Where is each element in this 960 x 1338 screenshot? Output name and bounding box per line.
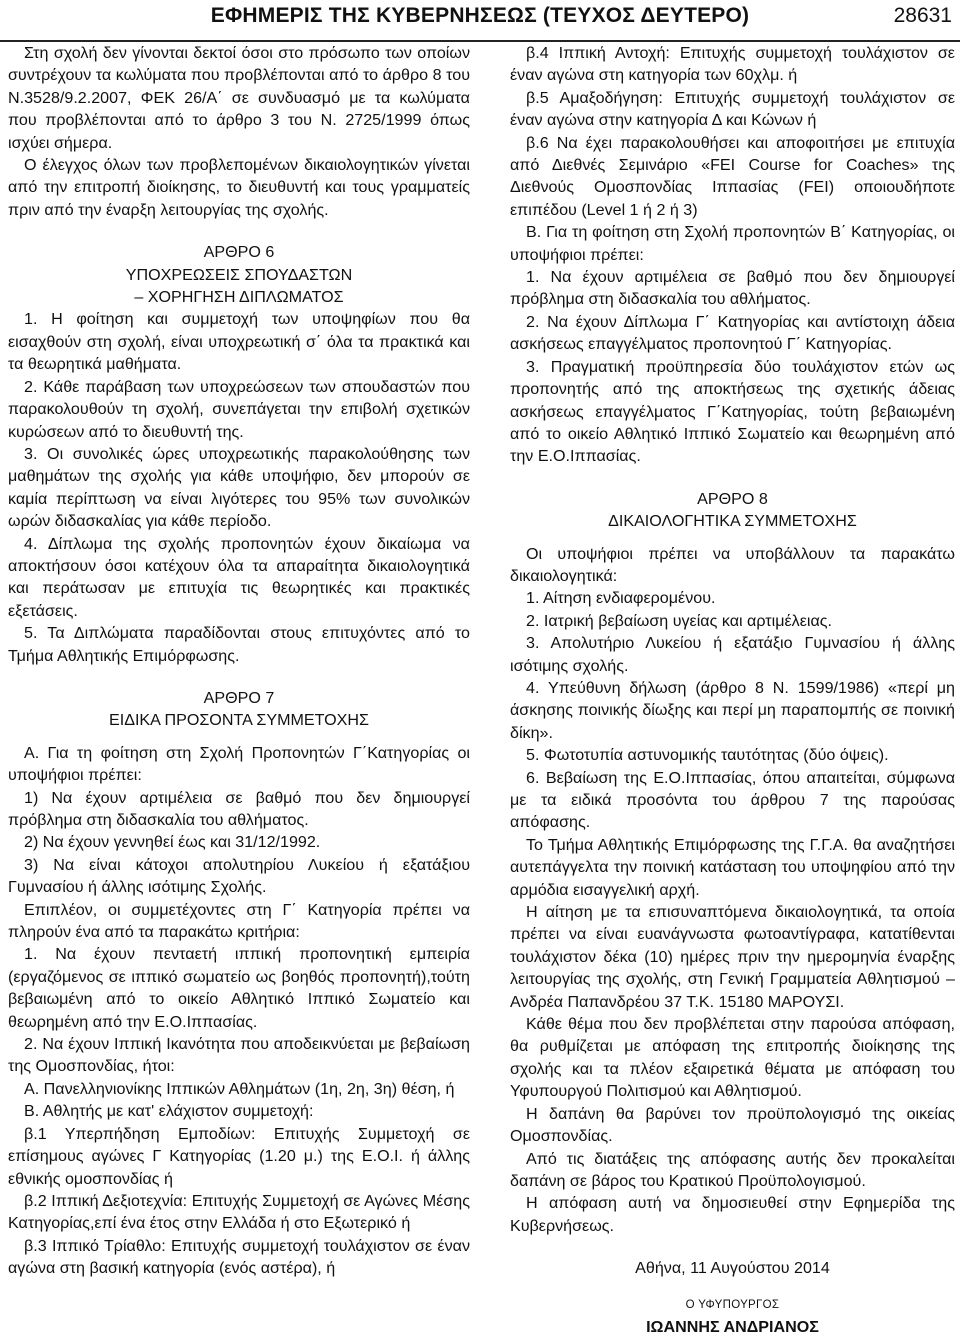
signing-date: Αθήνα, 11 Αυγούστου 2014: [635, 1259, 830, 1278]
page-number: 28631: [893, 4, 952, 27]
list-item: 1) Να έχουν αρτιμέλεια σε βαθμό που δεν δημιουργεί πρόβλημα στη διδασκαλία του αθλήματος.: [8, 788, 470, 829]
list-item: 3. Οι συνολικές ώρες υποχρεωτικής παρακολούθησης των μαθημάτων της σχολής για κάθε υποψήφιο, δεν μπορούν σε καμία περίπτωση να είναι λιγότερες του 95% των συνολικών ωρών διδασκαλίας για κάθε περίοδο.: [8, 444, 470, 531]
paragraph: Επιπλέον, οι συμμετέχοντες στη Γ΄ Κατηγορία πρέπει να πληρούν ένα από τα παρακάτω κριτήρια:: [8, 900, 470, 942]
list-item: β.3 Ιππικό Τρίαθλο: Επιτυχής συμμετοχή τουλάχιστον σε έναν αγώνα στη βασική κατηγορία (ενός αστέρα), ή: [8, 1236, 470, 1278]
list-item: 1. Να έχουν πενταετή ιππική προπονητική εμπειρία (εργαζόμενος σε ιππικό σωματείο ως βοηθός προπονητή),τούτη βεβαιωμένη από το οικείο Αθλητικό Ιππικό Σωματείο και θεωρημένη από την Ε.Ο.Ιππασίας.: [8, 945, 470, 1031]
list-item: 4. Δίπλωμα της σχολής προπονητών έχουν δικαίωμα να αποκτήσουν όσοι κατέχουν όλα τα απαραίτητα δικαιολογητικά και περάτωσαν με επιτυχία τις θεωρητικές και πρακτικές εξετάσεις.: [8, 534, 470, 620]
list-item: 1. Η φοίτηση και συμμετοχή των υποψηφίων που θα εισαχθούν στη σχολή, είναι υποχρεωτική σ΄ όλα τα πρακτικά και τα θεωρητικά μαθήματα.: [8, 310, 470, 374]
gazette-title: ΕΦΗΜΕΡΙΣ ΤΗΣ ΚΥΒΕΡΝΗΣΕΩΣ (ΤΕΥΧΟΣ ΔΕΥΤΕΡΟ): [210, 4, 750, 27]
article-7-title: ΕΙΔΙΚΑ ΠΡΟΣΟΝΤΑ ΣΥΜΜΕΤΟΧΗΣ: [109, 711, 369, 730]
list-item: 1. Να έχουν αρτιμέλεια σε βαθμό που δεν δημιουργεί πρόβλημα στη διδασκαλία του αθλήματος.: [510, 268, 955, 309]
list-item: Α. Πανελληνιονίκης Ιππικών Αθλημάτων (1η, 2η, 3η) θέση, ή: [24, 1079, 455, 1098]
article-6-title: ΥΠΟΧΡΕΩΣΕΙΣ ΣΠΟΥΔΑΣΤΩΝ: [125, 265, 353, 284]
list-item: 5. Τα Διπλώματα παραδίδονται στους επιτυχόντες από το Τμήμα Αθλητικής Επιμόρφωσης.: [8, 624, 470, 665]
signatory-name: ΙΩΑΝΝΗΣ ΑΝΔΡΙΑΝΟΣ: [646, 1317, 819, 1336]
page-header: [0, 0, 960, 42]
paragraph: Α. Για τη φοίτηση στη Σχολή Προπονητών Γ΄Κατηγορίας οι υποψήφιοι πρέπει:: [8, 743, 470, 785]
list-item: Β. Αθλητής με κατ' ελάχιστον συμμετοχή:: [24, 1102, 314, 1121]
list-item: 2. Κάθε παράβαση των υποχρεώσεων των σπουδαστών που παρακολουθούν τη σχολή, συνεπάγεται την επιβολή σχετικών κυρώσεων από το διευθυντή της.: [8, 377, 470, 441]
list-item: 2. Ιατρική βεβαίωση υγείας και αρτιμέλειας.: [526, 611, 832, 630]
list-item: 2. Να έχουν Δίπλωμα Γ΄ Κατηγορίας και αντίστοιχη άδεια ασκήσεως επαγγέλματος προπονητού Γ΄ Κατηγορίας.: [510, 312, 955, 354]
list-item: 2) Να έχουν γεννηθεί έως και 31/12/1992.: [24, 833, 321, 852]
list-item: 5. Φωτοτυπία αστυνομικής ταυτότητας (δύο όψεις).: [526, 746, 889, 765]
paragraph: Ο έλεγχος όλων των προβλεπομένων δικαιολογητικών γίνεται από την επιτροπή διοίκησης, το διευθυντή και τους γραμματείς πριν από την έναρξη λειτουργίας της σχολής.: [8, 156, 470, 219]
article-8-heading: ΑΡΘΡΟ 8: [697, 489, 768, 508]
list-item: 3) Να είναι κάτοχοι απολυτηρίου Λυκείου ή εξατάξιου Γυμνασίου ή άλλης ισότιμης Σχολής.: [8, 855, 470, 897]
list-item: β.1 Υπερπήδηση Εμποδίων: Επιτυχής Συμμετοχή σε επίσημους αγώνες Γ Κατηγορίας (1.20 μ.) της Ε.Ο.Ι. ή άλλης εθνικής ομοσπονδίας ή: [8, 1124, 470, 1188]
list-item: 3. Πραγματική προϋπηρεσία δύο τουλάχιστον ετών ως προπονητής από της αποκτήσεως της σχετικής άδειας ασκήσεως επαγγέλματος Γ΄Κατηγορίας, τούτη βεβαιωμένη από το οικείο Αθλητικό Ιππικό Σωματείο και θεωρημένη από την Ε.Ο.Ιππασίας.: [510, 357, 955, 466]
article-6-heading: ΑΡΘΡΟ 6: [203, 243, 275, 262]
paragraph: Κάθε θέμα που δεν προβλέπεται στην παρούσα απόφαση, θα ρυθμίζεται με απόφαση της επιτροπής διοίκησης της σχολής και τα πλέον εξαιρετικά θέματα με απόφαση του Υφυπουργού Πολιτισμού και Αθλητισμού.: [510, 1015, 955, 1101]
signatory-role: Ο ΥΦΥΠΟΥΡΓΟΣ: [685, 1298, 780, 1311]
paragraph: Από τις διατάξεις της απόφασης αυτής δεν προκαλείται δαπάνη σε βάρος του Κρατικού Προϋπολογισμού.: [510, 1149, 955, 1190]
paragraph: Στη σχολή δεν γίνονται δεκτοί όσοι στο πρόσωπο των οποίων συντρέχουν τα κωλύματα που προβλέπονται από το άρθρο 8 του Ν.3528/9.2.2007, ΦΕΚ 26/Α΄ σε συνδυασμό με τα κωλύματα που προβλέπονται από το άρθρο 3 του Ν. 2725/1999 όπως ισχύει σήμερα.: [8, 44, 470, 152]
left-column: [8, 42, 470, 1280]
paragraph: Το Τμήμα Αθλητικής Επιμόρφωσης της Γ.Γ.Α. θα αναζητήσει αυτεπάγγελτα την ποινική κατάσταση του υποψηφίου από την αρμόδια εισαγγελική αρχή.: [510, 835, 955, 899]
article-7-heading: ΑΡΘΡΟ 7: [203, 688, 275, 707]
list-item: 1. Αίτηση ενδιαφερομένου.: [526, 589, 716, 608]
list-item: 3. Απολυτήριο Λυκείου ή εξατάξιο Γυμνασίου ή άλλης ισότιμης σχολής.: [510, 634, 955, 675]
article-6-subtitle: – ΧΟΡΗΓΗΣΗ ΔΙΠΛΩΜΑΤΟΣ: [134, 288, 344, 307]
list-item: 2. Να έχουν Ιππική Ικανότητα που αποδεικνύεται με βεβαίωση της Ομοσπονδίας, ήτοι:: [8, 1035, 470, 1076]
paragraph: Η απόφαση αυτή να δημοσιευθεί στην Εφημερίδα της Κυβερνήσεως.: [510, 1194, 955, 1235]
paragraph: Οι υποψήφιοι πρέπει να υποβάλλουν τα παρακάτω δικαιολογητικά:: [510, 544, 955, 585]
right-column: [510, 42, 955, 1338]
article-8-title: ΔΙΚΑΙΟΛΟΓΗΤΙΚΑ ΣΥΜΜΕΤΟΧΗΣ: [608, 512, 857, 531]
list-item: β.6 Να έχει παρακολουθήσει και αποφοιτήσει με επιτυχία από Διεθνές Σεμινάριο «FEI Course for Coaches» της Διεθνούς Ομοσπονδίας Ιππασίας (FEI) οποιουδήποτε επιπέδου (Level 1 ή 2 ή 3): [510, 133, 955, 219]
paragraph: Β. Για τη φοίτηση στη Σχολή προπονητών Β΄ Κατηγορίας, οι υποψήφιοι πρέπει:: [510, 223, 955, 264]
list-item: β.5 Αμαξοδήγηση: Επιτυχής συμμετοχή τουλάχιστον σε έναν αγώνα στην κατηγορία Δ και Κώνων ή: [510, 88, 955, 130]
list-item: 6. Βεβαίωση της Ε.Ο.Ιππασίας, όπου απαιτείται, σύμφωνα με τα ειδικά προσόντα του άρθρου 7 της παρούσας απόφασης.: [510, 768, 955, 832]
list-item: β.4 Ιππική Αντοχή: Επιτυχής συμμετοχή τουλάχιστον σε έναν αγώνα στη κατηγορία των 60χλμ. ή: [510, 44, 955, 85]
list-item: β.2 Ιππική Δεξιοτεχνία: Επιτυχής Συμμετοχή σε Αγώνες Μέσης Κατηγορίας,επί ένα έτος στην Ελλάδα ή στο Εξωτερικό ή: [8, 1191, 470, 1233]
list-item: 4. Υπεύθυνη δήλωση (άρθρο 8 Ν. 1599/1986) «περί μη άσκησης ποινικής δίωξης και περί μη παραπομπής σε ποινική δίκη».: [510, 678, 955, 742]
paragraph: Η δαπάνη θα βαρύνει τον προϋπολογισμό της οικείας Ομοσπονδίας.: [510, 1104, 955, 1146]
paragraph: Η αίτηση με τα επισυναπτόμενα δικαιολογητικά, τα οποία πρέπει να είναι ευανάγνωστα φωτοαντίγραφα, κατατίθενται τουλάχιστον δέκα (10) ημέρες πριν την ημερομηνία έναρξης λειτουργίας της σχολής, στη Γενική Γραμματεία Αθλητισμού – Ανδρέα Παπανδρέου 37 Τ.Κ. 15180 ΜΑΡΟΥΣΙ.: [510, 903, 955, 1011]
